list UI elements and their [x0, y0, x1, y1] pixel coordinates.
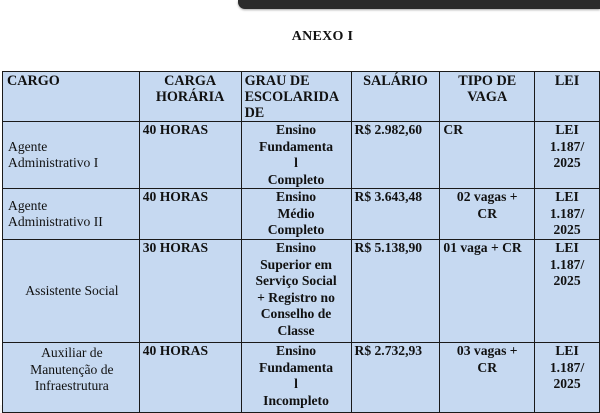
cell-escolaridade: Ensino Médio Completo — [241, 189, 351, 240]
viewer-toolbar-edge — [238, 0, 600, 9]
cell-carga: 40 HORAS — [139, 189, 241, 240]
cell-salario: R$ 2.982,60 — [351, 122, 440, 189]
table-row — [3, 189, 600, 240]
cell-carga: 30 HORAS — [139, 240, 241, 343]
cell-cargo: Assistente Social — [3, 240, 140, 343]
cell-escolaridade: Ensino Superior em Serviço Social + Registro no Conselho de Classe — [241, 240, 351, 343]
cell-carga: 40 HORAS — [139, 122, 241, 189]
header-lei: LEI — [535, 72, 600, 122]
table-row — [3, 240, 600, 343]
header-cargo: CARGO — [3, 72, 140, 122]
cell-tipo-vaga: 01 vaga + CR — [440, 240, 535, 343]
cell-salario: R$ 5.138,90 — [351, 240, 440, 343]
cell-cargo: Auxiliar de Manutenção de Infraestrutura — [3, 343, 140, 413]
table-row — [3, 343, 600, 413]
header-tipo-vaga: TIPO DE VAGA — [440, 72, 535, 122]
cell-tipo-vaga: CR — [440, 122, 535, 189]
positions-table — [2, 71, 600, 413]
cell-lei: LEI 1.187/ 2025 — [535, 189, 600, 240]
cell-lei: LEI 1.187/ 2025 — [535, 240, 600, 343]
cell-lei: LEI 1.187/ 2025 — [535, 122, 600, 189]
cell-cargo: Agente Administrativo II — [3, 189, 140, 240]
cell-escolaridade: Ensino Fundamenta l Incompleto — [241, 343, 351, 413]
cell-lei: LEI 1.187/ 2025 — [535, 343, 600, 413]
header-salario: SALÁRIO — [351, 72, 440, 122]
annex-title: ANEXO I — [291, 29, 354, 44]
cell-carga: 40 HORAS — [139, 343, 241, 413]
cell-salario: R$ 3.643,48 — [351, 189, 440, 240]
cell-tipo-vaga: 02 vagas + CR — [440, 189, 535, 240]
cell-cargo: Agente Administrativo I — [3, 122, 140, 189]
cell-escolaridade: Ensino Fundamenta l Completo — [241, 122, 351, 189]
header-carga-horaria: CARGA HORÁRIA — [139, 72, 241, 122]
table-row — [3, 122, 600, 189]
cell-tipo-vaga: 03 vagas + CR — [440, 343, 535, 413]
table-header-row — [3, 72, 600, 122]
cell-salario: R$ 2.732,93 — [351, 343, 440, 413]
header-grau-escolaridade: GRAU DE ESCOLARIDA DE — [241, 72, 351, 122]
